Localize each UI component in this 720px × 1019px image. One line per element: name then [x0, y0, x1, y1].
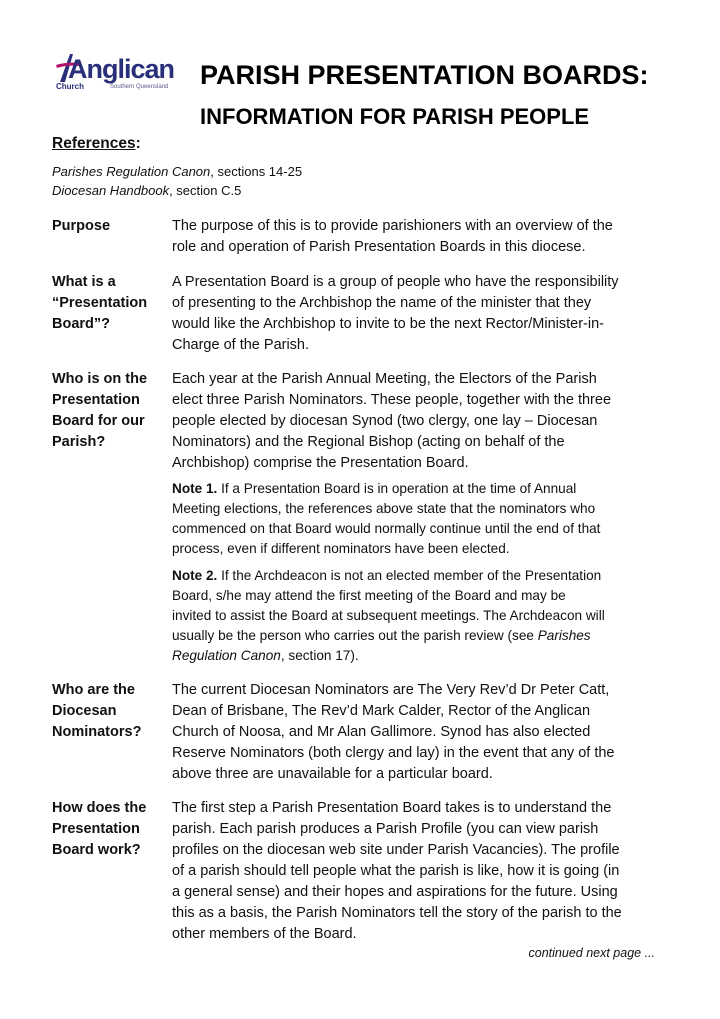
- reference-detail: , sections 14-25: [210, 164, 303, 179]
- page-subtitle: INFORMATION FOR PARISH PEOPLE: [200, 104, 590, 129]
- section-label-line: Who is on the: [52, 371, 148, 387]
- note-text: usually be the person who carries out the parish review (see: [172, 628, 538, 643]
- body-line: this as a basis, the Parish Nominators tell the story of the parish to the: [172, 905, 622, 921]
- reference-item: [52, 181, 652, 200]
- section-label-line: Purpose: [52, 218, 111, 234]
- note-text: , section 17).: [280, 648, 359, 663]
- note-line: Board, s/he may attend the first meeting of the Board and may be: [172, 588, 566, 603]
- body-line: would like the Archbishop to invite to be the next Rector/Minister-in-: [172, 316, 604, 332]
- reference-detail: , section C.5: [169, 183, 242, 198]
- section-body: [172, 680, 662, 785]
- body-line: profiles on the diocesan web site under Parish Vacancies). The profile: [172, 842, 620, 858]
- references-heading-colon: :: [135, 135, 141, 152]
- note-citation: Parishes: [537, 628, 591, 643]
- body-line: of presenting to the Archbishop the name of the minister that they: [172, 295, 592, 311]
- reference-title: Diocesan Handbook: [52, 183, 170, 198]
- body-line: above three are unavailable for a particular board.: [172, 766, 493, 782]
- section-label-line: Nominators?: [52, 724, 142, 740]
- section-label-line: Board for our: [52, 413, 145, 429]
- body-line: a general sense) and their hopes and aspirations for the future. Using: [172, 884, 618, 900]
- references-heading-text: References: [52, 135, 136, 152]
- body-line: elect three Parish Nominators. These people, together with the three: [172, 392, 612, 408]
- body-line: Archbishop) comprise the Presentation Board.: [172, 455, 469, 471]
- section-label-line: How does the: [52, 800, 147, 816]
- references-heading: [52, 134, 141, 154]
- note-label: Note 2.: [172, 568, 218, 583]
- note-line: commenced on that Board would normally continue until the end of that: [172, 521, 601, 536]
- section-body: [172, 272, 662, 356]
- section-label: [52, 680, 164, 743]
- body-line: Reserve Nominators (both clergy and lay) in the event that any of the: [172, 745, 615, 761]
- section-body: [172, 216, 662, 258]
- note-line: Meeting elections, the references above state that the nominators who: [172, 501, 596, 516]
- section-label-line: Diocesan: [52, 703, 117, 719]
- body-line: Charge of the Parish.: [172, 337, 310, 353]
- section-label-line: Presentation: [52, 392, 140, 408]
- body-line: A Presentation Board is a group of people who have the responsibility: [172, 274, 619, 290]
- logo-subtitle: Southern Queensland: [110, 84, 169, 90]
- note-line: [172, 646, 662, 666]
- section-label-line: Who are the: [52, 682, 135, 698]
- note-line: [172, 479, 662, 499]
- note-1: [172, 479, 662, 559]
- body-line: role and operation of Parish Presentation Boards in this diocese.: [172, 239, 586, 255]
- section-label: [52, 798, 164, 861]
- body-line: The current Diocesan Nominators are The Very Rev’d Dr Peter Catt,: [172, 682, 610, 698]
- section-body: [172, 369, 662, 474]
- note-line: [172, 626, 662, 646]
- reference-item: [52, 162, 652, 181]
- body-line: Dean of Brisbane, The Rev’d Mark Calder, Rector of the Anglican: [172, 703, 591, 719]
- section-label-line: “Presentation: [52, 295, 148, 311]
- section-label-line: What is a: [52, 274, 116, 290]
- body-line: other members of the Board.: [172, 926, 357, 942]
- note-text: If a Presentation Board is in operation at the time of Annual: [217, 481, 577, 496]
- anglican-logo: [52, 52, 175, 94]
- continued-footer: continued next page ...: [528, 946, 655, 960]
- body-line: parish. Each parish produces a Parish Profile (you can view parish: [172, 821, 599, 837]
- logo-church-text: Church: [56, 82, 84, 91]
- section-label-line: Board work?: [52, 842, 141, 858]
- body-line: Each year at the Parish Annual Meeting, the Electors of the Parish: [172, 371, 597, 387]
- body-line: The purpose of this is to provide parishioners with an overview of the: [172, 218, 613, 234]
- note-text: If the Archdeacon is not an elected member of the Presentation: [217, 568, 602, 583]
- note-label: Note 1.: [172, 481, 218, 496]
- section-label-line: Presentation: [52, 821, 140, 837]
- body-line: The first step a Parish Presentation Board takes is to understand the: [172, 800, 612, 816]
- body-line: people elected by diocesan Synod (two clergy, one lay – Diocesan: [172, 413, 598, 429]
- section-label: [52, 216, 164, 237]
- section-body: [172, 798, 662, 945]
- page-title: PARISH PRESENTATION BOARDS:: [200, 60, 649, 90]
- references-list: [52, 162, 652, 200]
- reference-title: Parishes Regulation Canon: [52, 164, 211, 179]
- body-line: Church of Noosa, and Mr Alan Gallimore. Synod has also elected: [172, 724, 591, 740]
- note-2: [172, 566, 662, 666]
- section-label: [52, 272, 164, 335]
- section-label-line: Parish?: [52, 434, 106, 450]
- note-line: process, even if different nominators have been elected.: [172, 541, 510, 556]
- section-label-line: Board”?: [52, 316, 110, 332]
- note-line: invited to assist the Board at subsequent meetings. The Archdeacon will: [172, 608, 605, 623]
- note-line: [172, 566, 662, 586]
- body-line: Nominators) and the Regional Bishop (acting on behalf of the: [172, 434, 565, 450]
- body-line: of a parish should tell people what the parish is like, how it is going (in: [172, 863, 620, 879]
- logo-wordmark: Anglican: [68, 54, 175, 84]
- note-citation: Regulation Canon: [172, 648, 281, 663]
- section-label: [52, 369, 164, 453]
